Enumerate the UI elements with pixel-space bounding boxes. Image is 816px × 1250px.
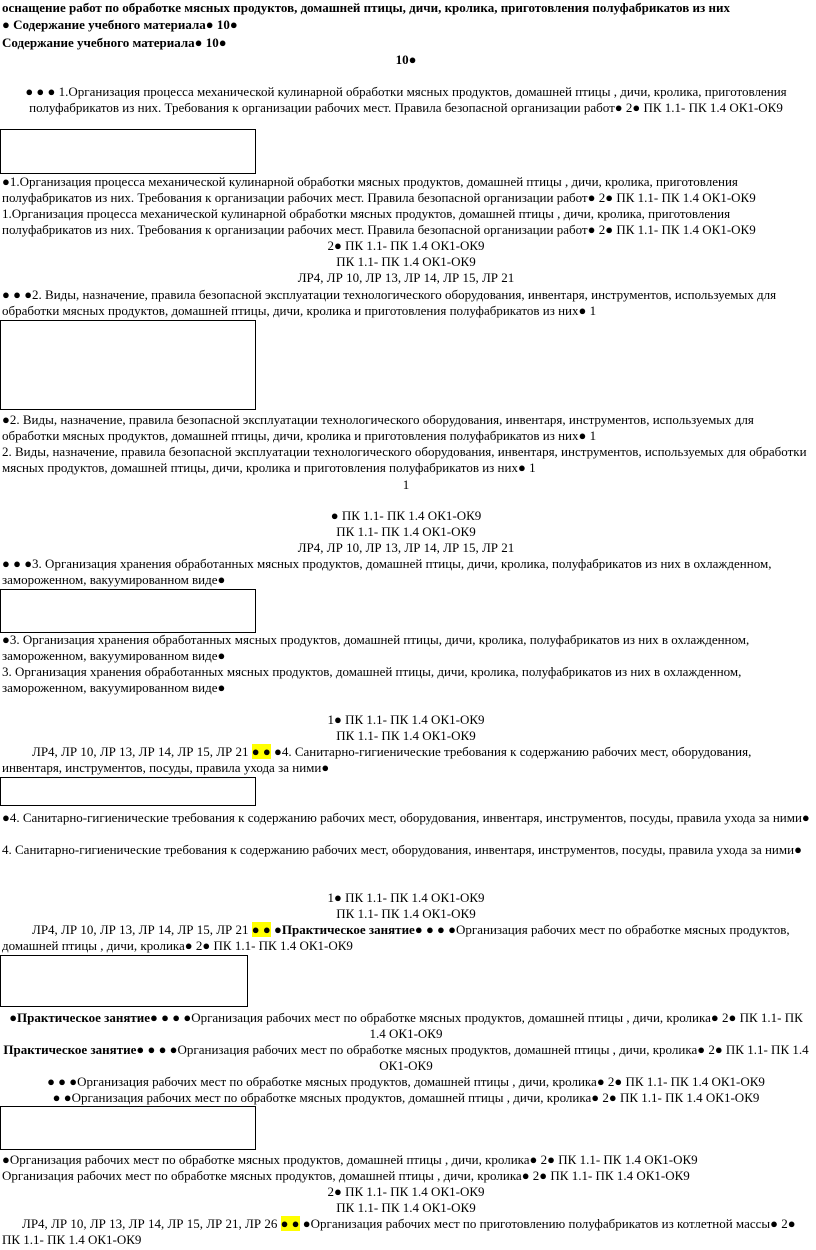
practical-paragraph [2,1042,810,1074]
topic-3-paragraph: ●3. Организация хранения обработанных мясных продуктов, домашней птицы, дичи, кролика, полуфабрикатов из них в охлажденном, замороженном, вакуумированном виде● [2,632,750,663]
competencies-line: ПК 1.1- ПК 1.4 ОК1-ОК9 [336,1200,476,1215]
topic-4-text: ●4. Санитарно-гигиенические требования к содержанию рабочих мест, оборудования, инвентаря, инструментов, посуды, правила ухода за ними● [2,744,752,775]
competencies-line: ПК 1.1- ПК 1.4 ОК1-ОК9 [336,524,476,539]
topic-1-paragraph: ● ● ● 1.Организация процесса механической кулинарной обработки мясных продуктов, домашней птицы , дичи, кролика, приготовления полуфабрикатов из них. Требования к организации рабочих мест. Правила безопасной организации работ● 2● ПК 1.1- ПК 1.4 ОК1-ОК9 [25,84,787,115]
table-cell-box [0,129,256,174]
topic-2-paragraph: ● ● ●2. Виды, назначение, правила безопасной эксплуатации технологического оборудования, инвентаря, инструментов, используемых для обработки мясных продуктов, домашней птицы, дичи, кролика и приготовления полуфабрикатов из них● 1 [2,287,777,318]
practical-line: ●Организация рабочих мест по обработке мясных продуктов, домашней птицы , дичи, кролика● 2● ПК 1.1- ПК 1.4 ОК1-ОК9 [2,1152,698,1167]
practical-label: Практическое занятие [281,922,415,937]
section-heading: ● Содержание учебного материала● 10● [2,17,238,32]
topic-3-paragraph: 3. Организация хранения обработанных мясных продуктов, домашней птицы, дичи, кролика, полуфабрикатов из них в охлажденном, замороженном, вакуумированном виде● [2,664,742,695]
table-cell-box [0,589,256,633]
personal-results-text: ЛР4, ЛР 10, ЛР 13, ЛР 14, ЛР 15, ЛР 21, ЛР 26 [22,1216,281,1231]
hours-value: 1 [402,477,410,492]
section-heading: Содержание учебного материала● 10● [2,35,227,50]
topic-4-paragraph: 4. Санитарно-гигиенические требования к содержанию рабочих мест, оборудования, инвентаря, инструментов, посуды, правила ухода за ними● [2,842,802,857]
header-title-line: оснащение работ по обработке мясных продуктов, домашней птицы, дичи, кролика, приготовления полуфабрикатов из них [2,0,730,15]
workplace-paragraph [2,1216,810,1248]
competencies-line: 1● ПК 1.1- ПК 1.4 ОК1-ОК9 [327,890,485,905]
bullet-text: ● [270,922,282,937]
practical-paragraph [2,922,810,954]
highlighted-bullets: ● ● [280,1216,300,1231]
table-cell-box [0,1106,256,1150]
practical-label: Практическое занятие [17,1010,151,1025]
practical-line: ● ● ●Организация рабочих мест по обработке мясных продуктов, домашней птицы , дичи, кролика● 2● ПК 1.1- ПК 1.4 ОК1-ОК9 [47,1074,765,1089]
topic-1-paragraph: ●1.Организация процесса механической кулинарной обработки мясных продуктов, домашней птицы , дичи, кролика, приготовления полуфабрикатов из них. Требования к организации рабочих мест. Правила безопасной организации работ● 2● ПК 1.1- ПК 1.4 ОК1-ОК9 [2,174,756,205]
highlighted-bullets: ● ● [251,922,271,937]
topic-4-paragraph: ●4. Санитарно-гигиенические требования к содержанию рабочих мест, оборудования, инвентаря, инструментов, посуды, правила ухода за ними● [2,810,810,825]
personal-results-line: ЛР4, ЛР 10, ЛР 13, ЛР 14, ЛР 15, ЛР 21 [297,270,515,285]
practical-text: ● ● ● ●Организация рабочих мест по обработке мясных продуктов, домашней птицы , дичи, кролика● 2● ПК 1.1- ПК 1.4 ОК1-ОК9 [150,1010,803,1041]
personal-results-line: ЛР4, ЛР 10, ЛР 13, ЛР 14, ЛР 15, ЛР 21 [297,540,515,555]
practical-text: ● ● ● ●Организация рабочих мест по обработке мясных продуктов, домашней птицы , дичи, кролика● 2● ПК 1.1- ПК 1.4 ОК1-ОК9 [2,922,790,953]
practical-line: ● ●Организация рабочих мест по обработке мясных продуктов, домашней птицы , дичи, кролика● 2● ПК 1.1- ПК 1.4 ОК1-ОК9 [52,1090,760,1105]
table-cell-box [0,320,256,410]
table-cell-box [0,955,248,1007]
topic-3-paragraph: ● ● ●3. Организация хранения обработанных мясных продуктов, домашней птицы, дичи, кролика, полуфабрикатов из них в охлажденном, замороженном, вакуумированном виде● [2,556,772,587]
workplace-text: ●Организация рабочих мест по приготовлению полуфабрикатов из котлетной массы● 2● ПК 1.1- ПК 1.4 ОК1-ОК9 [2,1216,796,1247]
practical-paragraph [2,1010,810,1042]
practical-text: ● ● ● ●Организация рабочих мест по обработке мясных продуктов, домашней птицы , дичи, кролика● 2● ПК 1.1- ПК 1.4 ОК1-ОК9 [136,1042,809,1073]
topic-4-paragraph [2,744,810,776]
hours-total: 10● [395,52,417,67]
competencies-line: ПК 1.1- ПК 1.4 ОК1-ОК9 [336,906,476,921]
table-cell-box [0,777,256,806]
personal-results-text: ЛР4, ЛР 10, ЛР 13, ЛР 14, ЛР 15, ЛР 21 [32,922,252,937]
topic-2-paragraph: ●2. Виды, назначение, правила безопасной эксплуатации технологического оборудования, инвентаря, инструментов, используемых для обработки мясных продуктов, домашней птицы, дичи, кролика и приготовления полуфабрикатов из них● 1 [2,412,754,443]
competencies-line: 2● ПК 1.1- ПК 1.4 ОК1-ОК9 [327,238,485,253]
practical-line: Организация рабочих мест по обработке мясных продуктов, домашней птицы , дичи, кролика● 2● ПК 1.1- ПК 1.4 ОК1-ОК9 [2,1168,690,1183]
competencies-line: ● ПК 1.1- ПК 1.4 ОК1-ОК9 [330,508,482,523]
topic-2-paragraph: 2. Виды, назначение, правила безопасной эксплуатации технологического оборудования, инвентаря, инструментов, используемых для обработки мясных продуктов, домашней птицы, дичи, кролика и приготовления полуфабрикатов из них● 1 [2,444,807,475]
competencies-line: 2● ПК 1.1- ПК 1.4 ОК1-ОК9 [327,1184,485,1199]
bullet-text: ● [9,1010,18,1025]
topic-1-paragraph: 1.Организация процесса механической кулинарной обработки мясных продуктов, домашней птицы , дичи, кролика, приготовления полуфабрикатов из них. Требования к организации рабочих мест. Правила безопасной организации работ● 2● ПК 1.1- ПК 1.4 ОК1-ОК9 [2,206,756,237]
practical-label: Практическое занятие [3,1042,137,1057]
personal-results-text: ЛР4, ЛР 10, ЛР 13, ЛР 14, ЛР 15, ЛР 21 [32,744,252,759]
competencies-line: ПК 1.1- ПК 1.4 ОК1-ОК9 [336,728,476,743]
competencies-line: ПК 1.1- ПК 1.4 ОК1-ОК9 [336,254,476,269]
highlighted-bullets: ● ● [251,744,271,759]
competencies-line: 1● ПК 1.1- ПК 1.4 ОК1-ОК9 [327,712,485,727]
